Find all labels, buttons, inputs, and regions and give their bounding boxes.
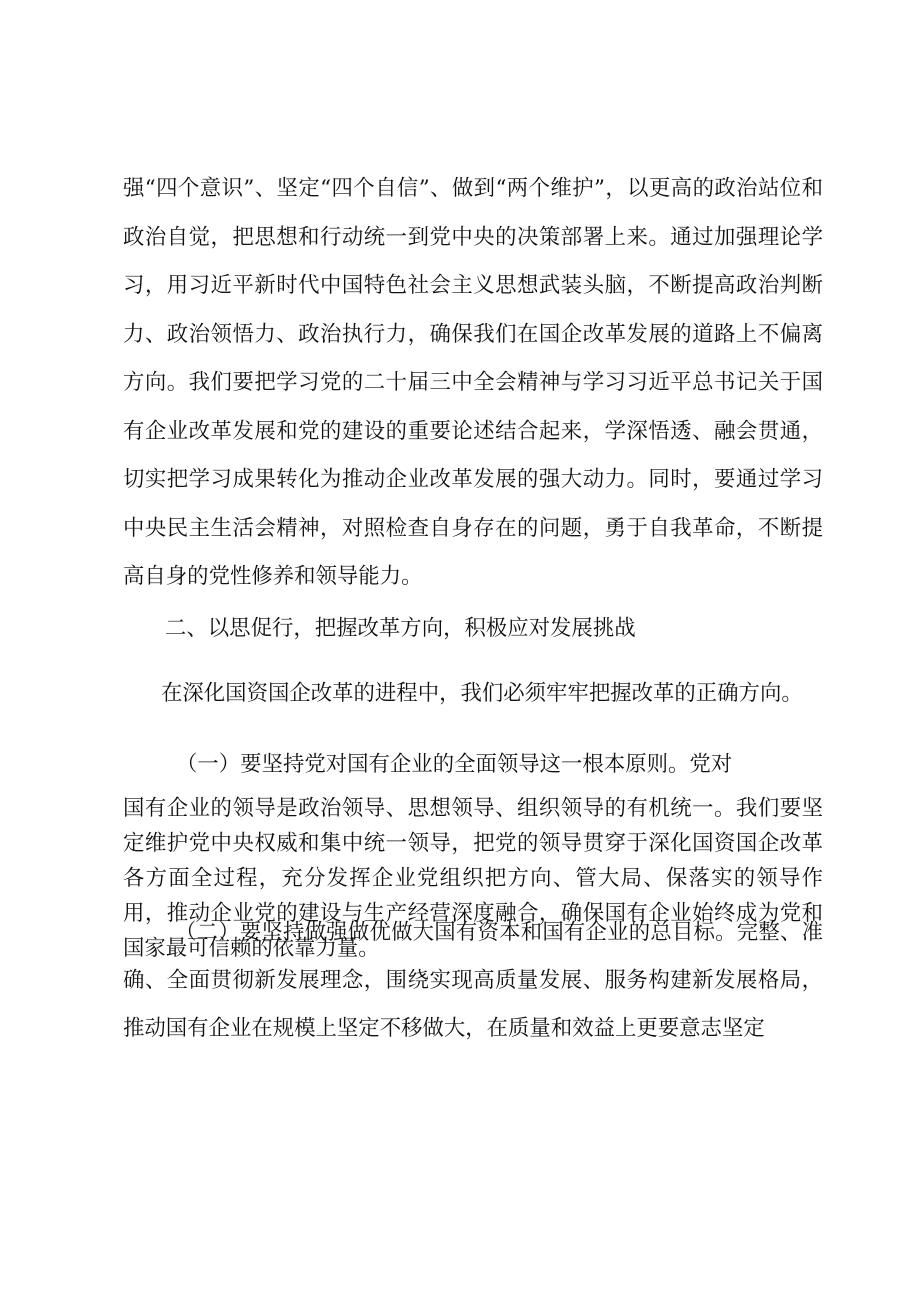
intro-paragraph: 在深化国资国企改革的进程中，我们必须牢牢把握改革的正确方向。 xyxy=(161,681,803,706)
subsection-2: （二）要坚持做强做优做大国有资本和国有企业的总目标。完整、准确、全面贯彻新发展理念，围绕实现高质量发展、服务构建新发展格局，推动国有企业在规模上坚定不移做大，在质量和效益上更要意志坚定 xyxy=(123,920,823,1041)
body-paragraph-1: 强“四个意识”、坚定“四个自信”、做到“两个维护”，以更高的政治站位和政治自觉，把思想和行动统一到党中央的决策部署上来。通过加强理论学习，用习近平新时代中国特色社会主义思想武装头脑，不断提高政治判断力、政治领悟力、政治执行力，确保我们在国企改革发展的道路上不偏离方向。我们要把学习党的二十届三中全会精神与学习习近平总书记关于国有企业改革发展和党的建设的重要论述结合起来，学深悟透、融会贯通，切实把学习成果转化为推动企业改革发展的强大动力。同时，要通过学习中央民主生活会精神，对照检查自身存在的问题，勇于自我革命，不断提高自身的党性修养和领导能力。 xyxy=(123,176,823,589)
subsection-1-lead: （一）要坚持党对国有企业的全面领导这一根本原则。党对 xyxy=(176,752,733,777)
subsection-1-body: 国有企业的领导是政治领导、思想领导、组织领导的有机统一。我们要坚定维护党中央权威和集中统一领导，把党的领导贯穿于深化国资国企改革各方面全过程，充分发挥企业党组织把方向、管大局、保落实的领导作用，推动企业党的建设与生产经营深度融合，确保国有企业始终成为党和国家最可信赖的依靠力量。 xyxy=(123,796,823,961)
section-heading-2: 二、以思促行，把握改革方向，积极应对发展挑战 xyxy=(165,616,636,641)
